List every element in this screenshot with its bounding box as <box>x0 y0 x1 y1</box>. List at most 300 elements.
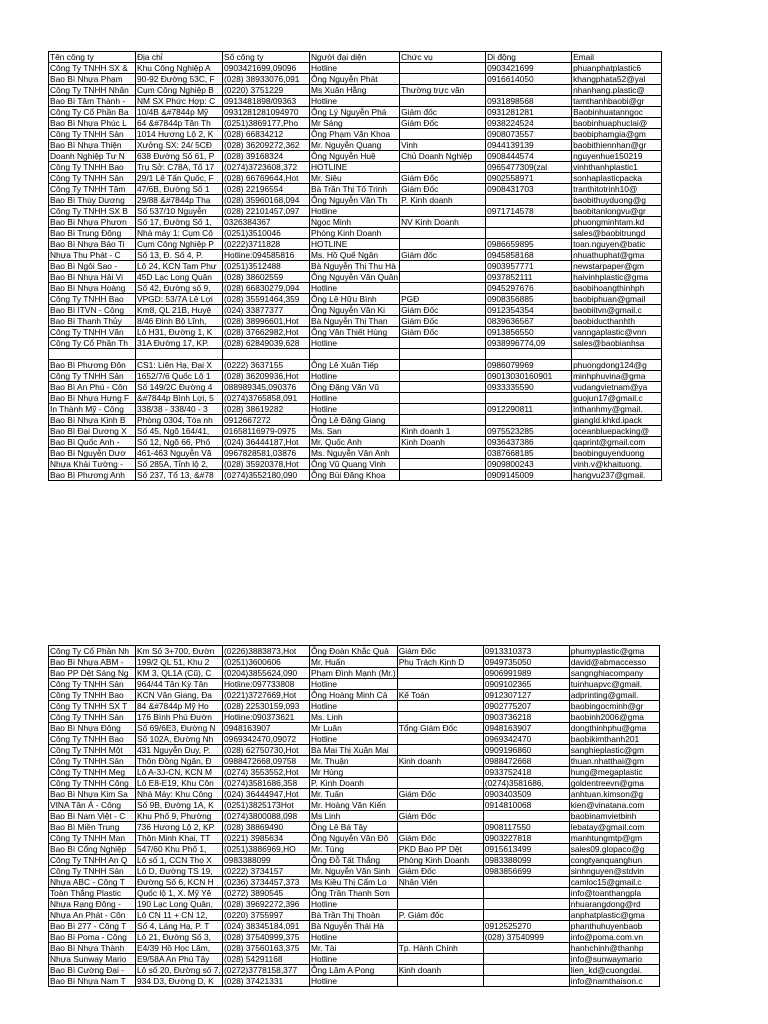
table-cell: Công Ty TNHH Sản <box>49 866 136 877</box>
table-cell: Hotline <box>310 734 398 745</box>
table-cell <box>397 701 483 712</box>
table-cell: manhtungmtp@gm <box>569 833 659 844</box>
table-row <box>49 712 660 723</box>
table-cell: nguyenhue150219 <box>572 151 662 162</box>
table-cell: 0912525270 <box>483 921 569 932</box>
table-cell: 0903403509 <box>483 789 569 800</box>
table-cell: Toàn Thắng Plastic <box>49 888 136 899</box>
table-row <box>49 184 662 195</box>
table-row <box>49 338 662 349</box>
table-cell: (0274)3581686,358 <box>223 778 310 789</box>
table-cell: NM SX Phức Hợp: C <box>136 96 223 107</box>
table-cell: 0903227818 <box>483 833 569 844</box>
table-cell: 0931281281094970 <box>223 107 310 118</box>
table-cell <box>486 228 572 239</box>
table-cell: Bà Nguyễn Thái Hà <box>310 921 398 932</box>
table-cell: Bao Bì Đại Dương X <box>49 426 136 437</box>
table-cell: P. Giám đốc <box>397 910 483 921</box>
table-cell: Bao Bì Cường Đại - <box>49 965 136 976</box>
table-cell: Bà Nguyễn Thị Thu Hà <box>310 261 400 272</box>
table-cell: Số 13, Đ. Số 4, P. <box>136 250 223 261</box>
table-cell: Lô E8-E19, Khu Côn <box>136 778 223 789</box>
table-cell: Công Ty TNHH An Q <box>49 855 136 866</box>
table-row <box>49 349 662 360</box>
table-row <box>49 63 662 74</box>
table-cell: Ông Bùi Đăng Khoa <box>310 470 400 481</box>
table-cell: nhanhang.plastic@ <box>572 85 662 96</box>
table-cell: Bao Bì Nhựa Phạm <box>49 74 136 85</box>
table-cell: (028) 22530159,093 <box>223 701 310 712</box>
table-cell: Bao Bì Ngôi Sao - <box>49 261 136 272</box>
table-cell <box>400 129 486 140</box>
table-cell: Phòng 0304, Tòa nh <box>136 415 223 426</box>
table-cell <box>483 910 569 921</box>
table-cell: toan.nguyen@batic <box>572 239 662 250</box>
table-cell: Kinh Doanh <box>400 437 486 448</box>
table-row <box>49 734 660 745</box>
table-cell: Bao Bì Nhựa Hưng F <box>49 393 136 404</box>
table-cell: 0933335590 <box>486 382 572 393</box>
table-cell: Bao Bì Phương Anh <box>49 470 136 481</box>
table-cell: 934 D3, Đường D, K <box>136 976 223 987</box>
table-cell: 176 Bình Phú Đườn <box>136 712 223 723</box>
table-cell: Bao Bì Quốc Anh - <box>49 437 136 448</box>
table-cell <box>483 965 569 976</box>
table-cell: (028) 37662982,Hot <box>223 327 310 338</box>
table-cell <box>400 206 486 217</box>
table-cell: Ông Nguyễn Văn Quân <box>311 272 399 282</box>
table-cell: Lô D, Đường TS 19, <box>136 866 223 877</box>
table-cell: Hotline:090373621 <box>223 712 310 723</box>
table-cell: 0326384367 <box>223 217 310 228</box>
table-cell <box>397 668 483 679</box>
table-cell: tranthitotrinh10@ <box>572 184 662 195</box>
table-cell: sanghieplastic@gm <box>569 745 659 756</box>
table-cell <box>397 899 483 910</box>
table-cell: Hotline <box>310 976 398 987</box>
table-cell: khangphata52@yal <box>572 74 662 85</box>
table-cell: Giám Đốc <box>400 316 486 327</box>
table-cell: baobiducthanhth <box>572 316 662 327</box>
table-row <box>49 690 660 701</box>
table-cell: Lô CN 11 + CN 12, <box>136 910 223 921</box>
table-cell: Số 102A, Đường Nh <box>136 734 223 745</box>
table-cell: Hotline <box>310 371 400 382</box>
table-cell: E4/39 Hồ Học Lãm, <box>136 943 223 954</box>
table-cell: Ms. Hồ Quế Ngân <box>310 250 400 261</box>
table-cell: Số 45, Ngõ 164/41, <box>136 426 223 437</box>
table-cell: (028) 38602559 <box>223 272 310 283</box>
table-cell: 0914810068 <box>483 800 569 811</box>
table-cell: (0251)3886969,HO <box>223 844 310 855</box>
table-cell: Ông Lê Hữu Bình <box>310 294 400 305</box>
table-cell: Bao Bì 277 - Công T <box>49 921 136 932</box>
table-cell: Bao Bì Nhựa Phúc L <box>49 118 136 129</box>
table-row <box>49 129 662 140</box>
table-cell: 8/46 Đinh Bộ Lĩnh, <box>136 316 223 327</box>
table-cell: Giám Đốc <box>400 173 486 184</box>
table-cell: 736 Hương Lộ 2, KP <box>136 822 223 833</box>
table-cell: (028) 38869490 <box>223 822 310 833</box>
table-cell: Đường Số 6, KCN H <box>136 877 223 888</box>
table-cell: Giám Đốc <box>400 327 486 338</box>
table-cell <box>400 470 486 481</box>
table-cell <box>223 349 310 360</box>
table-cell: (024) 38345184,091 <box>223 921 310 932</box>
table-cell <box>400 228 486 239</box>
table-cell: (0236) 3734457,373 <box>223 877 310 888</box>
table-row <box>49 448 662 459</box>
table-cell: sinhnguyen@stdvin <box>569 866 659 877</box>
table-cell <box>397 712 483 723</box>
table-cell: 338/38 - 338/40 - 3 <box>136 404 223 415</box>
table-cell: (0226)3883873,Hot <box>223 646 310 657</box>
table-cell <box>572 349 662 360</box>
table-cell: 199/2 QL 51, Khu 2 <box>136 657 223 668</box>
table-cell: 638 Đường Số 61, P <box>136 151 223 162</box>
table-row <box>49 899 660 910</box>
table-cell: Bao Bì Nhựa Kinh B <box>49 415 136 426</box>
table-cell: minhphuvina@gma <box>572 371 662 382</box>
table-cell <box>483 888 569 899</box>
table-cell: Số 17, Đường Số 1, <box>136 217 223 228</box>
table-cell: (028) 22196554 <box>223 184 310 195</box>
table-cell: 84 &#7844p Mỹ Ho <box>136 701 223 712</box>
header-cell: Số công ty <box>223 52 310 63</box>
table-cell <box>397 954 483 965</box>
table-cell: 0983388099 <box>483 855 569 866</box>
table-cell: 0908356885 <box>486 294 572 305</box>
table-cell: Công Ty TNHH Bao <box>49 690 136 701</box>
table-row <box>49 239 662 250</box>
table-cell: Mr. Huấn <box>310 657 398 668</box>
table-cell: Nhà máy 1: Cụm Cô <box>136 228 223 239</box>
table-cell: (0274)3765858,091 <box>223 393 310 404</box>
table-cell: baobithuyduong@g <box>572 195 662 206</box>
table-cell: 0912290811 <box>486 404 572 415</box>
table-cell: Công Ty TNHH Bao <box>49 734 136 745</box>
table-row <box>49 415 662 426</box>
table-cell: Ms Xuân Hằng <box>310 85 400 96</box>
table-cell: Công Ty TNHH Văn <box>49 327 136 338</box>
table-cell: (028) 66834212 <box>223 129 310 140</box>
table-cell <box>483 954 569 965</box>
table-cell: Phòng Kinh Doanh <box>310 228 400 239</box>
table-row <box>49 426 662 437</box>
table-cell: KCN Vân Giang, Đa <box>136 690 223 701</box>
table-cell: lebatay@gmail.com <box>569 822 659 833</box>
table-cell: Lô số 20, Đường số 7, <box>137 965 221 975</box>
table-cell: baobinamvietbinh <box>569 811 659 822</box>
table-cell: Ông Phạm Văn Khoa <box>310 129 400 140</box>
table-cell <box>400 393 486 404</box>
table-cell: Ông Nguyễn Phát <box>310 74 400 85</box>
table-cell: 0969342470 <box>483 734 569 745</box>
table-cell: Lô 24, KCN Tam Phư <box>136 261 223 272</box>
table-cell: Cụm Công Nghiệp B <box>136 85 223 96</box>
table-cell: 0912354354 <box>486 305 572 316</box>
table-cell: (0272) 3890545 <box>223 888 310 899</box>
table-row <box>49 272 662 283</box>
table-cell: sangnghiacompany <box>569 668 659 679</box>
table-row <box>49 976 660 987</box>
table-cell: 45D Lạc Long Quân <box>136 272 223 283</box>
table-cell: (0221)3727669,Hot <box>223 690 310 701</box>
table-cell: Nhà Máy: Khu Công <box>136 789 223 800</box>
table-cell: 09013030160901 <box>486 371 572 382</box>
table-cell <box>397 734 483 745</box>
table-cell: 0915613499 <box>483 844 569 855</box>
table-row <box>49 360 662 371</box>
table-cell: 431 Nguyễn Duy, P. <box>136 745 223 756</box>
table-cell: (028) 22101457,097 <box>223 206 310 217</box>
header-cell: Địa chỉ <box>136 52 223 63</box>
table-cell: 0839636567 <box>486 316 572 327</box>
table-cell <box>400 382 486 393</box>
table-cell: Ms. Nguyễn Vân Anh <box>310 448 400 459</box>
table-cell: (0221) 3985634 <box>223 833 310 844</box>
table-cell: guojun17@gmail.c <box>572 393 662 404</box>
table-cell: 47/6B, Đường Số 1 <box>136 184 223 195</box>
table-cell: camloc15@gmail.c <box>569 877 659 888</box>
table-cell: phuanphatplastic6 <box>572 63 662 74</box>
table-cell: (028) 37560163,375 <box>223 943 310 954</box>
table-cell: (028) 37540999,375 <box>223 932 310 943</box>
table-cell: 088989345,090376 <box>223 382 310 393</box>
table-cell: baobithiennhan@gr <box>572 140 662 151</box>
table-cell: haivinhplastic@gma <box>572 272 662 283</box>
table-cell: Số 42, Đường số 9, <box>136 283 223 294</box>
table-cell: Hotline <box>310 206 400 217</box>
table-cell: phuongdong124@g <box>572 360 662 371</box>
table-cell: dongthinhphu@gma <box>569 723 659 734</box>
table-row <box>49 657 660 668</box>
table-cell: Mr. Nguyễn Văn Sinh <box>310 866 398 877</box>
table-cell: HOTLINE <box>310 239 400 250</box>
table-cell <box>400 283 486 294</box>
table-cell: Ông Nguyễn Văn Đô <box>310 833 398 844</box>
table-cell: 1014 Hương Lộ 2, K <box>136 129 223 140</box>
table-cell: Bao Bì Nhựa Hoàng <box>49 283 136 294</box>
table-cell: (028) 38933076,091 <box>223 74 310 85</box>
table-cell <box>400 448 486 459</box>
table-cell: Công Ty Cổ Phần Ba <box>49 107 136 118</box>
table-cell: 0931281281 <box>486 107 572 118</box>
table-cell: david@abmaccesso <box>569 657 659 668</box>
table-cell: (028) 36209936,Hot <box>223 371 310 382</box>
table-cell: Hotline:094585816 <box>223 250 310 261</box>
table-cell: 0903957771 <box>486 261 572 272</box>
table-cell: Lô 21, Đường Số 3, <box>136 932 223 943</box>
table-cell: 0948163907 <box>223 723 310 734</box>
table-row <box>49 393 662 404</box>
header-cell: Người đại diện <box>310 52 400 63</box>
table-cell: Công Ty TNHH Nhân <box>49 85 136 96</box>
table-cell: 0988472668 <box>483 756 569 767</box>
table-cell: 0913310373 <box>483 646 569 657</box>
table-cell: Hotline <box>310 393 400 404</box>
table-row <box>49 294 662 305</box>
table-cell: 0948163907 <box>483 723 569 734</box>
table-cell <box>486 415 572 426</box>
table-cell: Phạm Đình Mạnh (Mr.) <box>311 668 396 678</box>
table-cell <box>397 745 483 756</box>
table-cell: 0912307127 <box>483 690 569 701</box>
table-cell: sales@baobitrungd <box>572 228 662 239</box>
table-row <box>49 162 662 173</box>
table-cell: Giám Đốc <box>397 811 483 822</box>
table-cell: anhtuan.kimson@g <box>569 789 659 800</box>
table-row <box>49 107 662 118</box>
table-row <box>49 85 662 96</box>
table-cell: 0969342470,09072 <box>223 734 310 745</box>
table-cell: Ông Đoàn Khắc Quả <box>310 646 398 657</box>
table-cell: 0937852111 <box>486 272 572 283</box>
table-row <box>49 745 660 756</box>
table-cell: 0971714578 <box>486 206 572 217</box>
table-cell: Công Ty TNHH Bao <box>49 294 136 305</box>
table-row <box>49 789 660 800</box>
table-cell: (0204)3855624,090 <box>223 668 310 679</box>
table-cell: (0222) 3637155 <box>223 360 310 371</box>
table-cell: Mr. Tùng <box>310 844 398 855</box>
table-cell: 0909102365 <box>483 679 569 690</box>
table-cell: Thường trực văn <box>400 85 486 96</box>
table-row <box>49 470 662 481</box>
table-cell: (0251)3512488 <box>223 261 310 272</box>
table-row <box>49 173 662 184</box>
table-cell: Công Ty TNHH SX B <box>49 206 136 217</box>
table-row <box>49 316 662 327</box>
table-cell <box>486 195 572 206</box>
table-cell: 0908073557 <box>486 129 572 140</box>
table-cell: (028) 39168324 <box>223 151 310 162</box>
table-cell: Mr Luân <box>310 723 398 734</box>
table-cell: tuinhuapvc@gmail. <box>569 679 659 690</box>
table-cell: adprinting@gmail. <box>569 690 659 701</box>
table-cell: Số 537/10 Nguyễn <box>136 206 223 217</box>
table-cell: Công Ty TNHH Bao <box>49 162 136 173</box>
table-cell: (024) 36444187,Hot <box>223 437 310 448</box>
table-cell: Công Ty Cổ Phần Th <box>49 338 136 349</box>
table-cell: congtyanquanghun <box>569 855 659 866</box>
table-cell: Bao Bì Trung Đông <box>49 228 136 239</box>
table-cell <box>400 349 486 360</box>
table-cell: Trụ Sở: C78A, Tổ 17 <box>136 162 223 173</box>
table-cell: Hotline <box>310 338 400 349</box>
header-cell: Di động <box>486 52 572 63</box>
table-cell: Hotline <box>310 701 398 712</box>
table-cell: Nhựa Sunway Mario <box>49 954 136 965</box>
table-cell <box>400 360 486 371</box>
table-cell: Bao Bì ITVN - Công <box>49 305 136 316</box>
table-cell: 0902558971 <box>486 173 572 184</box>
table-cell: Hotline <box>310 96 400 107</box>
table-cell: Bao Bì Nhựa Đông <box>49 723 136 734</box>
table-cell: Cụm Công Nghiệp P <box>136 239 223 250</box>
table-cell: 0908431703 <box>486 184 572 195</box>
table-cell: P. Kinh Doanh <box>310 778 398 789</box>
table-cell: E9/58A An Phú Tây <box>136 954 223 965</box>
table-cell: Bao Bì Nhựa Thiện <box>49 140 136 151</box>
table-cell <box>400 404 486 415</box>
table-cell: Ông Lê Xuân Tiếp <box>310 360 400 371</box>
table-cell: info@toanthangpla <box>569 888 659 899</box>
table-cell: (0251)3825173Hot <box>223 800 310 811</box>
table-cell <box>397 822 483 833</box>
table-cell: 0936437386 <box>486 437 572 448</box>
table-row <box>49 866 660 877</box>
table-row <box>49 701 660 712</box>
table-cell: Bà Nguyễn Thị Than <box>310 316 400 327</box>
table-cell: VINA Tân Á - Công <box>49 800 136 811</box>
table-cell: (0274)3581686, <box>483 778 569 789</box>
table-row <box>49 217 662 228</box>
table-cell: (028) 37540999 <box>483 932 569 943</box>
table-cell: (0222)3711828 <box>223 239 310 250</box>
table-cell: Giám Đốc <box>400 118 486 129</box>
table-cell: 1652/7/6 Quốc Lộ 1 <box>136 371 223 382</box>
table-cell: hung@megaplastic <box>569 767 659 778</box>
table-cell <box>400 96 486 107</box>
table-cell: hanhchinh@thanhp <box>569 943 659 954</box>
table-cell <box>400 338 486 349</box>
table-cell: Thôn Đồng Ngân, Đ <box>136 756 223 767</box>
table-row <box>49 283 662 294</box>
table-cell: Mr Hùng <box>310 767 398 778</box>
table-cell: Hotline <box>310 63 400 74</box>
table-cell: Khu Phố 9, Phường <box>136 811 223 822</box>
table-row <box>49 74 662 85</box>
table-cell: Chủ Doanh Nghiệp <box>400 151 486 162</box>
table-cell: Mr. Siêu <box>310 173 400 184</box>
table-cell: Bao Bì Nhựa Hải Vi <box>49 272 136 283</box>
table-cell: Ông Lâm A Pong <box>310 965 398 976</box>
table-cell: vanngaplastic@vnn <box>572 327 662 338</box>
table-cell <box>400 74 486 85</box>
table-cell: 0945858168 <box>486 250 572 261</box>
table-cell: Ông Đặng Văn Vũ <box>310 382 400 393</box>
table-cell: Km8, QL 21B, Huyệ <box>136 305 223 316</box>
table-cell: CS1: Liên Hạ, Đại X <box>136 360 223 371</box>
table-row <box>49 822 660 833</box>
table-cell: Lô H31, Đường 1, K <box>136 327 223 338</box>
table-cell: Lô số 1, CCN Thọ X <box>136 855 223 866</box>
table-cell <box>136 349 223 360</box>
table-cell: Ông Đỗ Tất Thắng <box>310 855 398 866</box>
table-cell: Kinh doanh 1 <box>400 426 486 437</box>
table-cell: nhuarangdong@rd <box>569 899 659 910</box>
table-row <box>49 679 660 690</box>
table-cell: Bao Bì Nguyễn Dươ <box>49 448 136 459</box>
table-cell <box>483 811 569 822</box>
table-cell <box>486 217 572 228</box>
table-cell: Ông Hoàng Minh Cả <box>310 690 398 701</box>
table-row <box>49 943 660 954</box>
table-cell: baobinhuaphuclai@ <box>572 118 662 129</box>
table-row <box>49 250 662 261</box>
table-row <box>49 767 660 778</box>
table-cell: Ms. San <box>310 426 400 437</box>
header-cell: Chức vụ <box>400 52 486 63</box>
table-cell: (028) 54291168 <box>223 954 310 965</box>
table-cell: lien_kd@cuongdai. <box>569 965 659 976</box>
table-cell: oceanbluepacking@ <box>572 426 662 437</box>
table-cell: sonhaplasticpacka <box>572 173 662 184</box>
table-cell: phumyplastic@gma <box>569 646 659 657</box>
table-row <box>49 151 662 162</box>
table-cell <box>400 415 486 426</box>
